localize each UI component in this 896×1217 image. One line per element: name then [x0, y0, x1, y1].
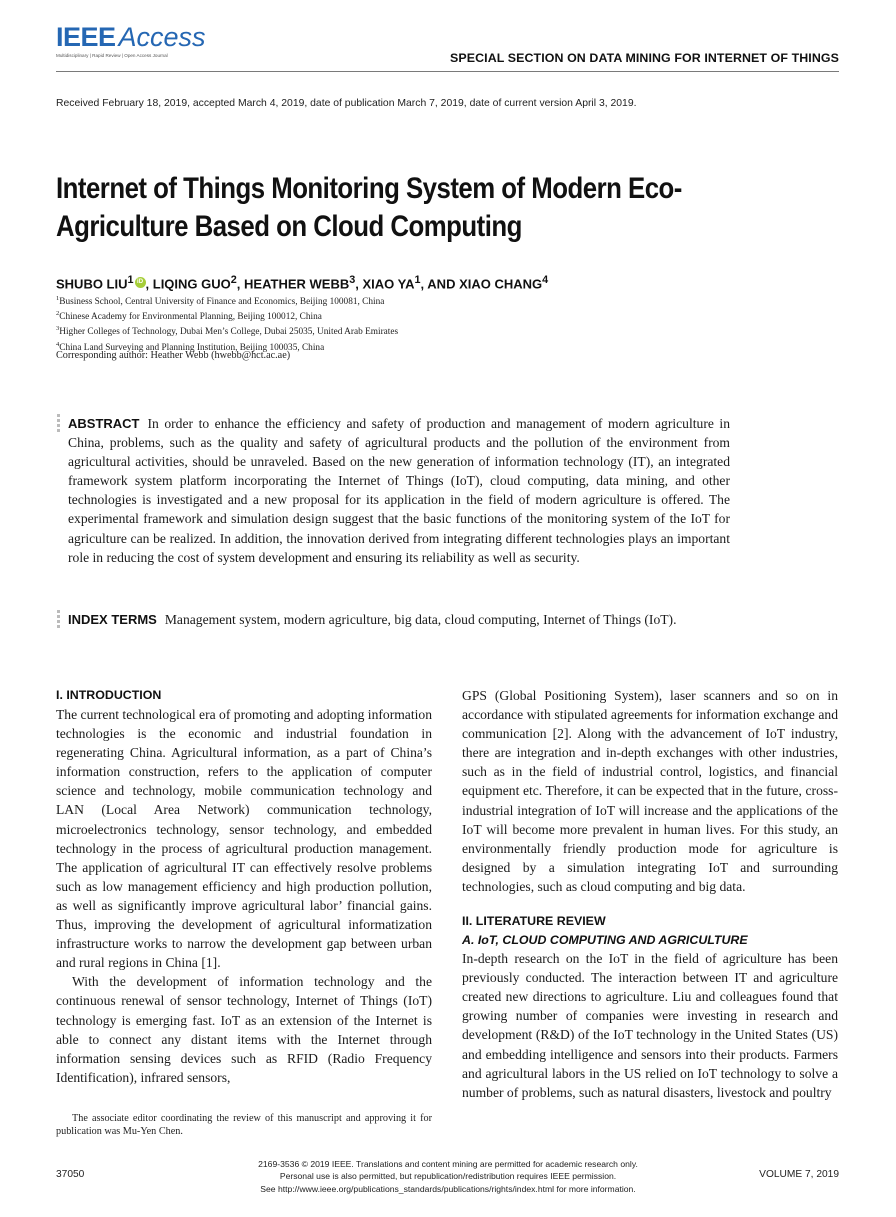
author-name: , LIQING GUO: [145, 276, 231, 292]
ieee-access-logo: [56, 22, 206, 58]
abstract-label: ABSTRACT: [68, 416, 140, 431]
author-list: [56, 274, 548, 291]
index-terms-text: Management system, modern agriculture, big data, cloud computing, Internet of Things (IoT).: [164, 612, 677, 627]
affiliation-line: $^1$Business School, Central University of Finance and Economics, Beijing 100081, China: [56, 295, 385, 308]
logo-access-text: Access: [118, 22, 206, 52]
index-terms-marker-icon: [57, 610, 61, 630]
affiliation-marker: 1: [127, 274, 134, 286]
page-number: 37050: [56, 1169, 85, 1180]
paragraph: GPS (Global Positioning System), laser scanners and so on in accordance with stipulated agreements for information exchange and communication [2]. Along with the advancement of IoT industry, there are integration and in-depth exchanges with other industries, such as in the field of industrial control, logistics, and financial equipment etc. Therefore, it can be expected that in the future, cross-industrial integration of IoT will increase and the applications of the IoT will become more prevalent in human lives. For this study, an environmentally friendly production mode for agriculture is designed by a simulation integrating IoT and surrounding technologies, such as cloud computing and big data.: [462, 688, 838, 894]
license-notice: 2169-3536 © 2019 IEEE. Translations and content mining are permitted for academic research only. Personal use is also permitted, but republication/redistribution requires IEEE permission. See http://www.ieee.org/publications_standards/publications/rights/index.html for more information.: [200, 1158, 696, 1195]
paragraph: The current technological era of promoting and adopting information technologies is the economic and industrial foundation in regenerating China. Agricultural information, as a part of China’s information construction, refers to the application of computer science and technology, mobile communication technology and LAN (Local Area Network) communication technology, microelectronics technology, sensor technology, and embedded technology in the process of agricultural production management. The application of agricultural IT can effectively resolve problems such as low management efficiency and high production pollution, as well as significantly improve agricultural labor’ financial gains. Thus, improving the development of agricultural informatization infrastructure works to narrow the development gap between urban and rural regions in China [1].: [56, 707, 432, 971]
affiliation-line: $^3$Higher Colleges of Technology, Dubai Men’s College, Dubai 25035, United Arab Emirates: [56, 325, 399, 338]
header-divider: [56, 71, 839, 72]
volume-label: VOLUME 7, 2019: [759, 1169, 839, 1180]
author-name: SHUBO LIU: [56, 276, 128, 292]
orcid-icon[interactable]: iD: [135, 277, 146, 288]
index-terms: [68, 610, 730, 629]
paragraph: With the development of information technology and the continuous renewal of sensor technology, Internet of Things (IoT) technology is emerging fast. IoT as an extension of the Internet is able to connect any distant items with the Internet through information sensing devices such as RFID (Radio Frequency Identification), infrared sensors,: [56, 974, 432, 1085]
subsection-heading: A. IoT, CLOUD COMPUTING AND AGRICULTURE: [462, 933, 748, 948]
affiliation-marker: 1: [414, 274, 421, 286]
affiliation-line: $^4$China Land Surveying and Planning Institution, Beijing 100035, China: [56, 340, 325, 353]
section-heading-introduction: I. INTRODUCTION: [56, 688, 162, 702]
abstract-text: In order to enhance the efficiency and safety of production and management of modern agriculture in China, problems, such as the quality and safety of agricultural products and the pollution of the environment from agricultural activities, should be unraveled. Based on the new generation of information technology (IT), an integrated framework system platform incorporating the Internet of Things (IoT), cloud computing, data mining, and other technologies is investigated and a new proposal for its application in the field of modern agriculture is offered. The experimental framework and simulation design suggest that the basic functions of the monitoring system of the IoT for agriculture can be realized. In addition, the innovation derived from integrating different technologies plays an important role in reducing the cost of system development and ensuring its reliability as well as security.: [68, 416, 730, 565]
editor-footnote: The associate editor coordinating the review of this manuscript and approving it for publication was Mu-Yen Chen.: [56, 1113, 432, 1137]
publication-dates: Received February 18, 2019, accepted March 4, 2019, date of publication March 7, 2019, date of current version April 3, 2019.: [56, 98, 637, 109]
logo-tagline: Multidisciplinary | Rapid Review | Open Access Journal: [56, 53, 168, 58]
index-terms-label: INDEX TERMS: [68, 612, 157, 627]
affiliations: [56, 293, 398, 354]
section-heading-literature-review: II. LITERATURE REVIEW: [462, 914, 606, 929]
left-column: [56, 686, 432, 1087]
affiliation-line: $^2$Chinese Academy for Environmental Planning, Beijing 100012, China: [56, 310, 322, 323]
special-section-title: SPECIAL SECTION ON DATA MINING FOR INTERNET OF THINGS: [450, 51, 839, 65]
license-link[interactable]: See http://www.ieee.org/publications_standards/publications/rights/index.html for more information.: [260, 1183, 636, 1194]
paper-title: Internet of Things Monitoring System of Modern Eco-Agriculture Based on Cloud Computing: [56, 172, 682, 243]
author-name: , AND XIAO CHANG: [420, 276, 543, 292]
logo-ieee-text: IEEE: [56, 22, 116, 52]
affiliation-marker: 2: [230, 274, 237, 286]
abstract-marker-icon: [57, 414, 61, 434]
author-name: , XIAO YA: [355, 276, 415, 292]
right-column: [462, 686, 838, 1102]
affiliation-marker: 4: [542, 274, 549, 286]
abstract: [68, 414, 730, 567]
corresponding-author: Corresponding author: Heather Webb (hwebb@hct.ac.ae): [56, 350, 291, 361]
paragraph: In-depth research on the IoT in the field of agriculture has been previously conducted. The interaction between IT and agriculture created new directions to agriculture. Liu and colleagues found that growing number of companies were investing in research and development (R&D) of the IoT technology in the United States (US) and embedding intelligence and sensors into their products. Farmers and agricultural labors in the US relied on IoT technology to solve a number of problems, such as natural disasters, livestock and poultry: [462, 951, 838, 1100]
author-name: , HEATHER WEBB: [236, 276, 350, 292]
affiliation-marker: 3: [349, 274, 356, 286]
